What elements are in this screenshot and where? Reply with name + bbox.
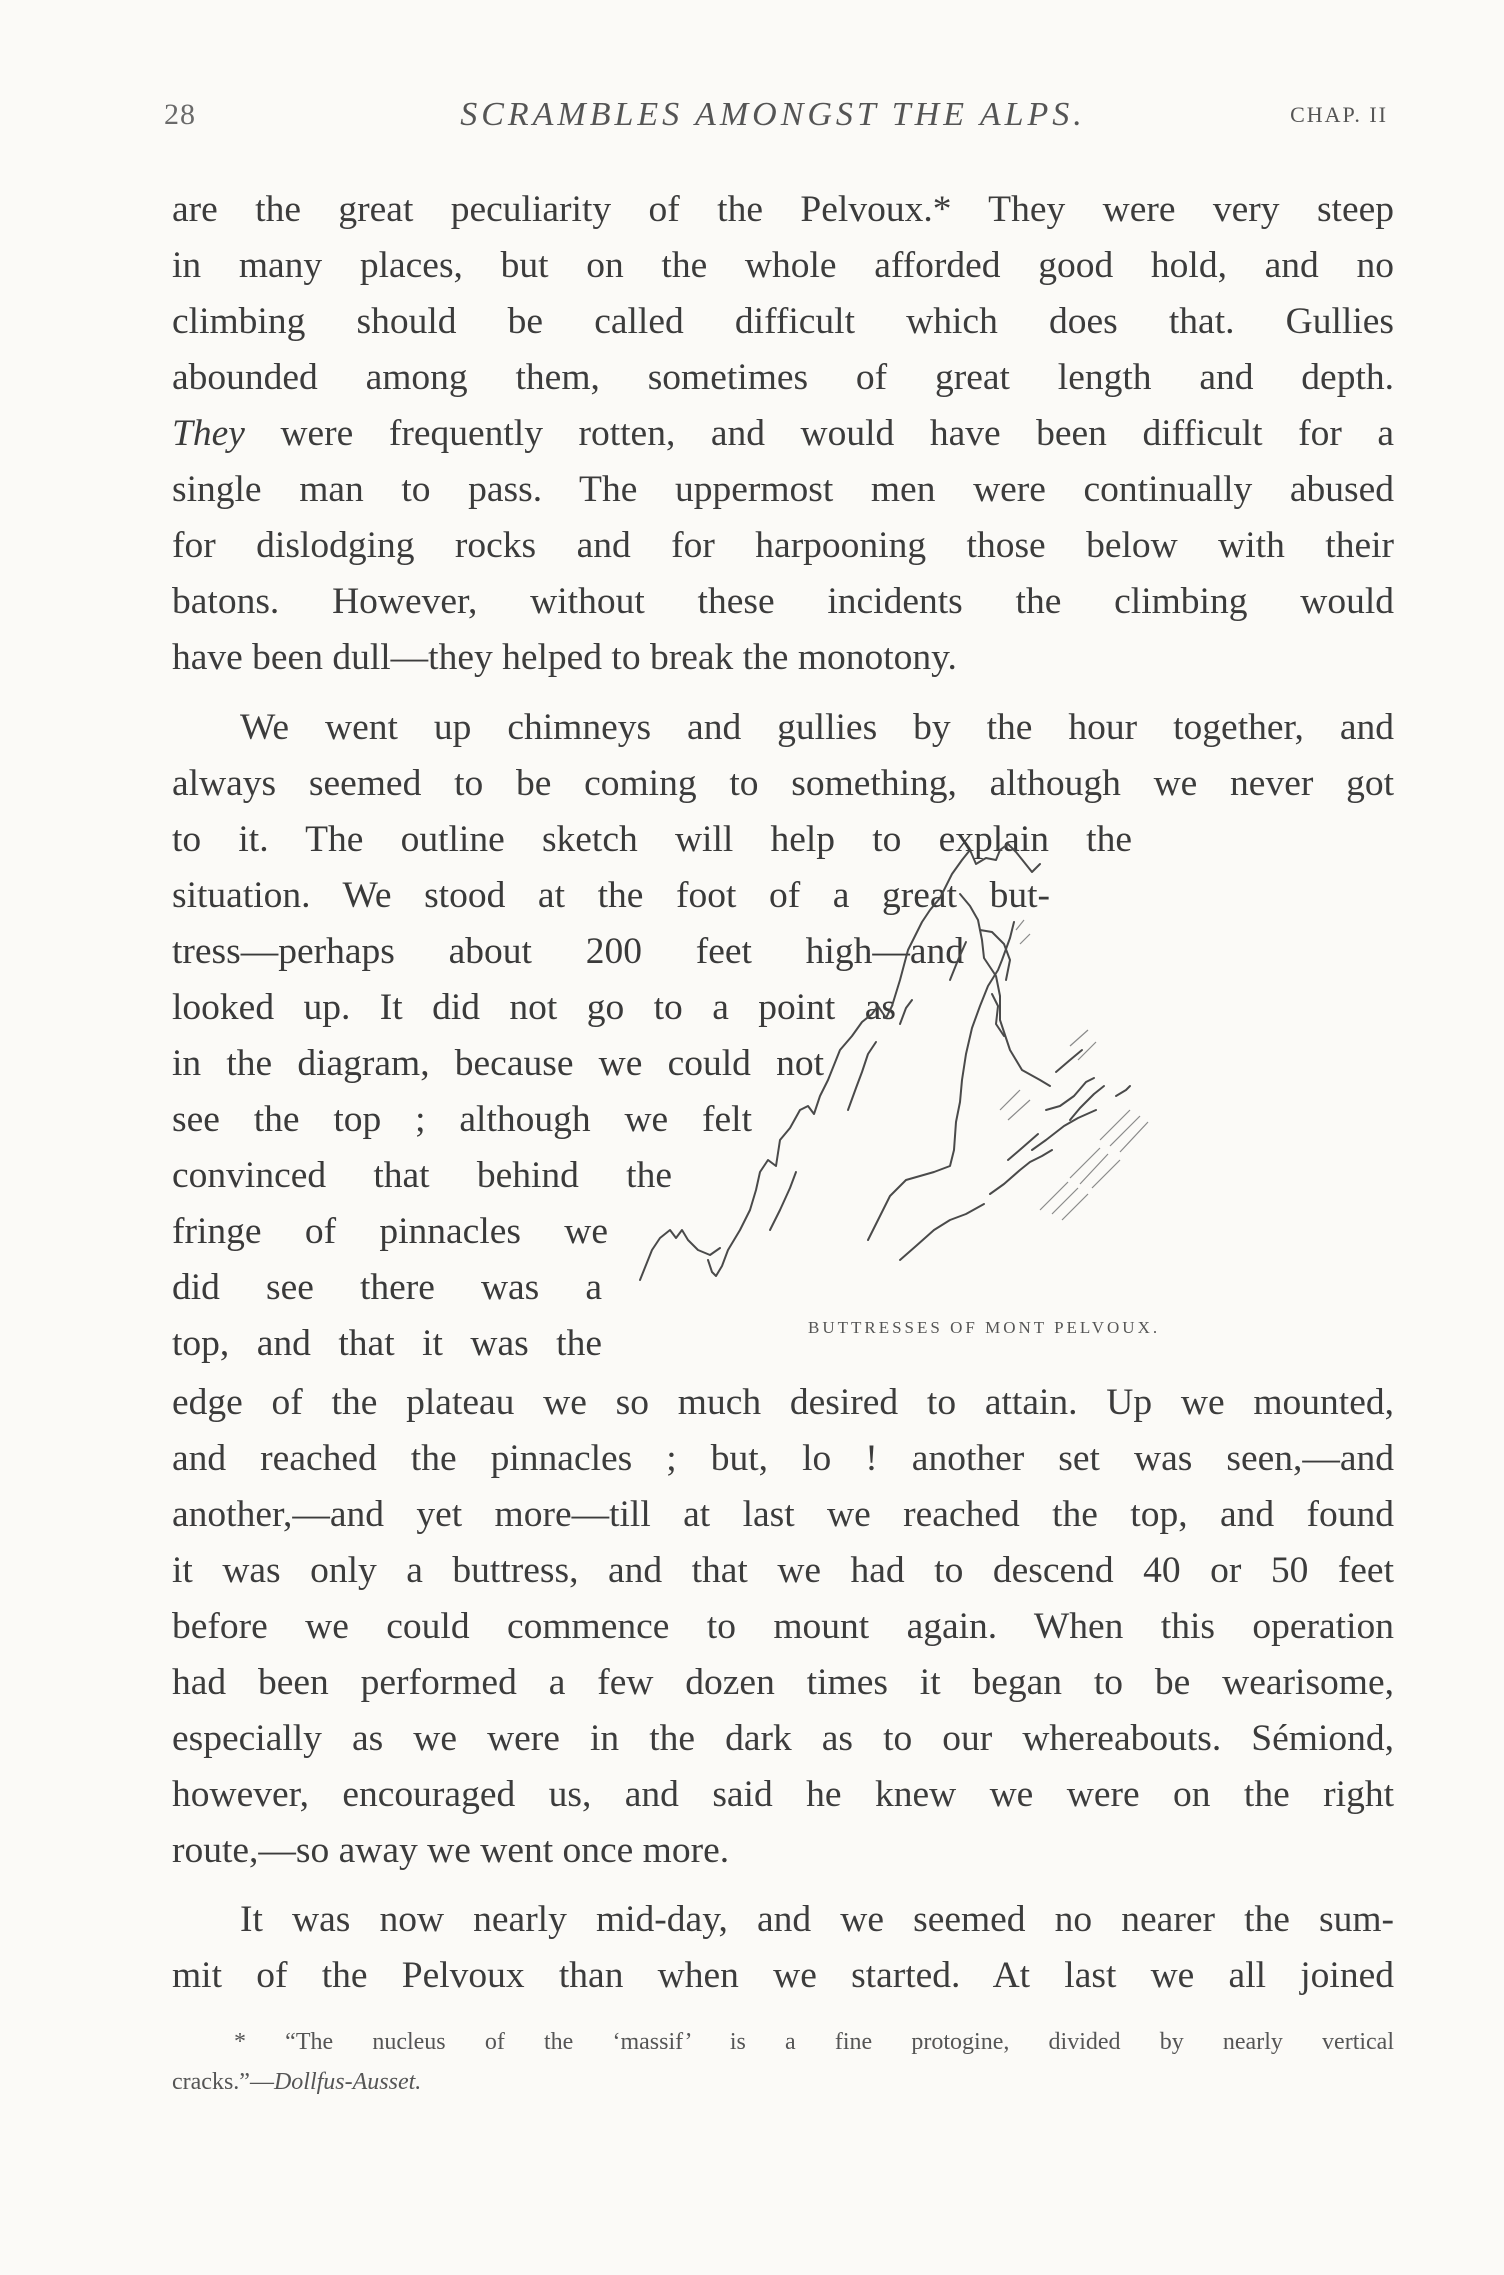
text-line: always seemed to be coming to something, although we never got [172, 763, 1394, 804]
text-line: tress—perhaps about 200 feet high—and [172, 931, 964, 972]
text-line: batons. However, without these incidents the climbing would [172, 581, 1394, 622]
text-line: edge of the plateau we so much desired to attain. Up we mounted, [172, 1382, 1394, 1423]
footnote-line: * “The nucleus of the ‘massif’ is a fine protogine, divided by nearly vertical [234, 2029, 1394, 2055]
chapter-label: CHAP. II [1290, 102, 1388, 127]
text-line: climbing should be called difficult which does that. Gullies [172, 301, 1394, 342]
text-line-italic-start [172, 406, 1394, 462]
footnote-line-2 [172, 2062, 1394, 2102]
text-line-rest: were frequently rotten, and would have been difficult for a [280, 413, 1394, 454]
text-line: however, encouraged us, and said he knew we were on the right [172, 1774, 1394, 1815]
text-line: We went up chimneys and gullies by the hour together, and [240, 707, 1394, 748]
running-title: SCRAMBLES AMONGST THE ALPS. [460, 96, 1086, 133]
page-header [158, 92, 1388, 132]
text-line: another,—and yet more—till at last we reached the top, and found [172, 1494, 1394, 1535]
text-line: in many places, but on the whole afforded good hold, and no [172, 245, 1394, 286]
text-line: single man to pass. The uppermost men were continually abused [172, 469, 1394, 510]
page-number: 28 [164, 98, 196, 131]
footnote [172, 2022, 1394, 2102]
text-line: situation. We stood at the foot of a great but- [172, 875, 1050, 916]
text-line: abounded among them, sometimes of great length and depth. [172, 357, 1394, 398]
text-line: for dislodging rocks and for harpooning those below with their [172, 525, 1394, 566]
text-line: especially as we were in the dark as to our whereabouts. Sémiond, [172, 1718, 1394, 1759]
text-line: looked up. It did not go to a point as [172, 987, 896, 1028]
figure-caption: BUTTRESSES OF MONT PELVOUX. [808, 1318, 1161, 1337]
paragraph-3 [172, 1892, 1394, 2004]
text-line: see the top ; although we felt [172, 1099, 752, 1140]
text-line: are the great peculiarity of the Pelvoux.* They were very steep [172, 189, 1394, 230]
buttress-sketch-drawing [600, 810, 1390, 1330]
text-line: have been dull—they helped to break the monotony. [172, 637, 957, 678]
paragraph-2-end [172, 1375, 1394, 1879]
text-line: before we could commence to mount again. When this operation [172, 1606, 1394, 1647]
paragraph-1 [172, 182, 1394, 686]
paragraph-2-start [172, 700, 1394, 812]
text-line: route,—so away we went once more. [172, 1830, 730, 1871]
footnote-author: Dollfus-Ausset. [273, 2069, 422, 2095]
text-line: convinced that behind the [172, 1155, 672, 1196]
text-line: It was now nearly mid-day, and we seemed no nearer the sum- [240, 1899, 1394, 1940]
text-line: fringe of pinnacles we [172, 1211, 608, 1252]
text-line: top, and that it was the [172, 1323, 602, 1364]
text-line: and reached the pinnacles ; but, lo ! another set was seen,—and [172, 1438, 1394, 1479]
buttress-sketch-figure [600, 810, 1390, 1350]
text-line: did see there was a [172, 1267, 602, 1308]
text-line: in the diagram, because we could not [172, 1043, 824, 1084]
text-line: mit of the Pelvoux than when we started. At last we all joined [172, 1955, 1394, 1996]
text-line: it was only a buttress, and that we had to descend 40 or 50 feet [172, 1550, 1394, 1591]
text-line: to it. The outline sketch will help to explain the [172, 819, 1132, 860]
text-line: had been performed a few dozen times it began to be wearisome, [172, 1662, 1394, 1703]
footnote-text: cracks.”— [172, 2069, 274, 2095]
italic-word: They [172, 413, 245, 454]
